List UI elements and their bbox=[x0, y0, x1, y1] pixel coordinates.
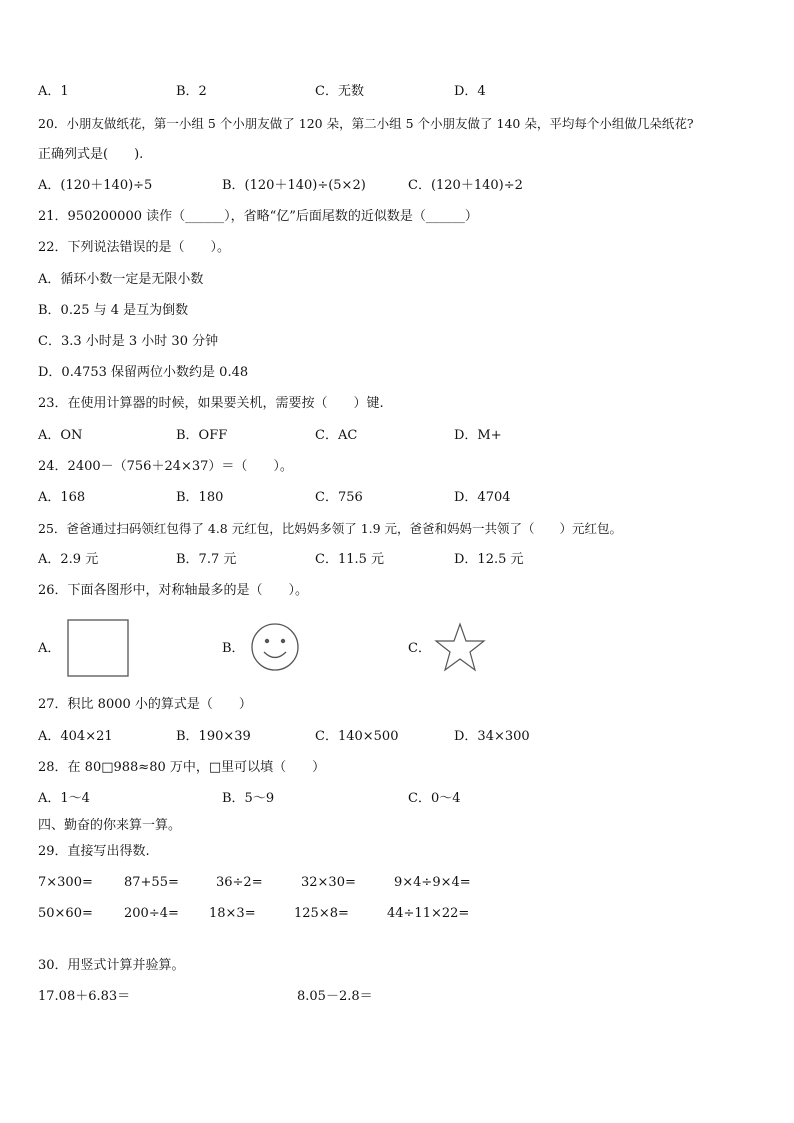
calc-item: 125×8= bbox=[294, 906, 349, 921]
calc-item: 8.05－2.8＝ bbox=[297, 989, 373, 1004]
question-28-stem: 28．在 80□988≈80 万中，□里可以填（ ） bbox=[38, 760, 326, 775]
calc-item: 9×4÷9×4= bbox=[394, 875, 471, 890]
calc-item: 7×300= bbox=[38, 875, 93, 890]
option-a: A．循环小数一定是无限小数 bbox=[38, 272, 204, 287]
question-20-stem-continued: 正确列式是( ). bbox=[38, 147, 144, 162]
calc-item: 200÷4= bbox=[124, 906, 179, 921]
option-b: B．180 bbox=[176, 490, 224, 505]
option-a: A． bbox=[38, 641, 61, 656]
calc-item: 44÷11×22= bbox=[387, 906, 470, 921]
option-a: A．1～4 bbox=[38, 791, 90, 806]
option-a: A．2.9 元 bbox=[38, 552, 99, 567]
calc-item: 17.08＋6.83＝ bbox=[38, 989, 131, 1004]
calc-item: 50×60= bbox=[38, 906, 93, 921]
question-22-stem: 22．下列说法错误的是（ ）。 bbox=[38, 240, 231, 255]
question-25-stem: 25．爸爸通过扫码领红包得了 4.8 元红包，比妈妈多领了 1.9 元，爸爸和妈妈一共领了（ ）元红包。 bbox=[38, 521, 623, 536]
option-b: B．190×39 bbox=[176, 729, 251, 744]
option-d: D．M+ bbox=[454, 428, 502, 443]
option-d: D．4704 bbox=[454, 490, 511, 505]
option-c: C．0～4 bbox=[408, 791, 461, 806]
question-29-stem: 29．直接写出得数. bbox=[38, 844, 150, 859]
option-d: D．34×300 bbox=[454, 729, 530, 744]
option-d: D．0.4753 保留两位小数约是 0.48 bbox=[38, 365, 249, 380]
option-c: C．3.3 小时是 3 小时 30 分钟 bbox=[38, 334, 219, 349]
question-23-stem: 23．在使用计算器的时候，如果要关机，需要按（ ）键. bbox=[38, 396, 384, 411]
option-b: B． bbox=[222, 641, 245, 656]
option-b: B．7.7 元 bbox=[176, 552, 237, 567]
question-24-stem: 24．2400－（756＋24×37）＝（ ）。 bbox=[38, 459, 293, 474]
question-26-stem: 26．下面各图形中，对称轴最多的是（ ）。 bbox=[38, 583, 309, 598]
option-d: D．12.5 元 bbox=[454, 552, 524, 567]
option-c: C．无数 bbox=[315, 84, 364, 99]
option-c: C．11.5 元 bbox=[315, 552, 385, 567]
question-20-stem: 20．小朋友做纸花，第一小组 5 个小朋友做了 120 朵，第二小组 5 个小朋友做了 140 朵，平均每个小组做几朵纸花? bbox=[38, 116, 694, 131]
option-a: A．ON bbox=[38, 428, 83, 443]
calc-item: 18×3= bbox=[209, 906, 256, 921]
section-title: 四、勤奋的你来算一算。 bbox=[38, 818, 182, 833]
question-27-stem: 27．积比 8000 小的算式是（ ） bbox=[38, 697, 252, 712]
option-c: C． bbox=[408, 641, 431, 656]
smiley-face-icon bbox=[250, 622, 300, 672]
option-d: D．4 bbox=[454, 84, 486, 99]
option-c: C．140×500 bbox=[315, 729, 399, 744]
option-a: A．168 bbox=[38, 490, 86, 505]
option-c: C．756 bbox=[315, 490, 363, 505]
calc-item: 36÷2= bbox=[216, 875, 263, 890]
question-21-stem: 21．950200000 读作（______），省略“亿”后面尾数的近似数是（______） bbox=[38, 209, 478, 224]
question-30-stem: 30．用竖式计算并验算。 bbox=[38, 958, 185, 973]
calc-item: 87+55= bbox=[124, 875, 179, 890]
option-b: B．OFF bbox=[176, 428, 228, 443]
calc-item: 32×30= bbox=[301, 875, 356, 890]
option-b: B．0.25 与 4 是互为倒数 bbox=[38, 303, 189, 318]
option-a: A．(120＋140)÷5 bbox=[38, 178, 153, 193]
option-b: B．5～9 bbox=[222, 791, 275, 806]
option-c: C．AC bbox=[315, 428, 358, 443]
option-c: C．(120＋140)÷2 bbox=[408, 178, 523, 193]
option-b: B．(120＋140)÷(5×2) bbox=[222, 178, 366, 193]
square-icon bbox=[66, 618, 130, 678]
option-a: A．1 bbox=[38, 84, 69, 99]
star-icon bbox=[434, 622, 486, 672]
option-b: B．2 bbox=[176, 84, 207, 99]
option-a: A．404×21 bbox=[38, 729, 113, 744]
